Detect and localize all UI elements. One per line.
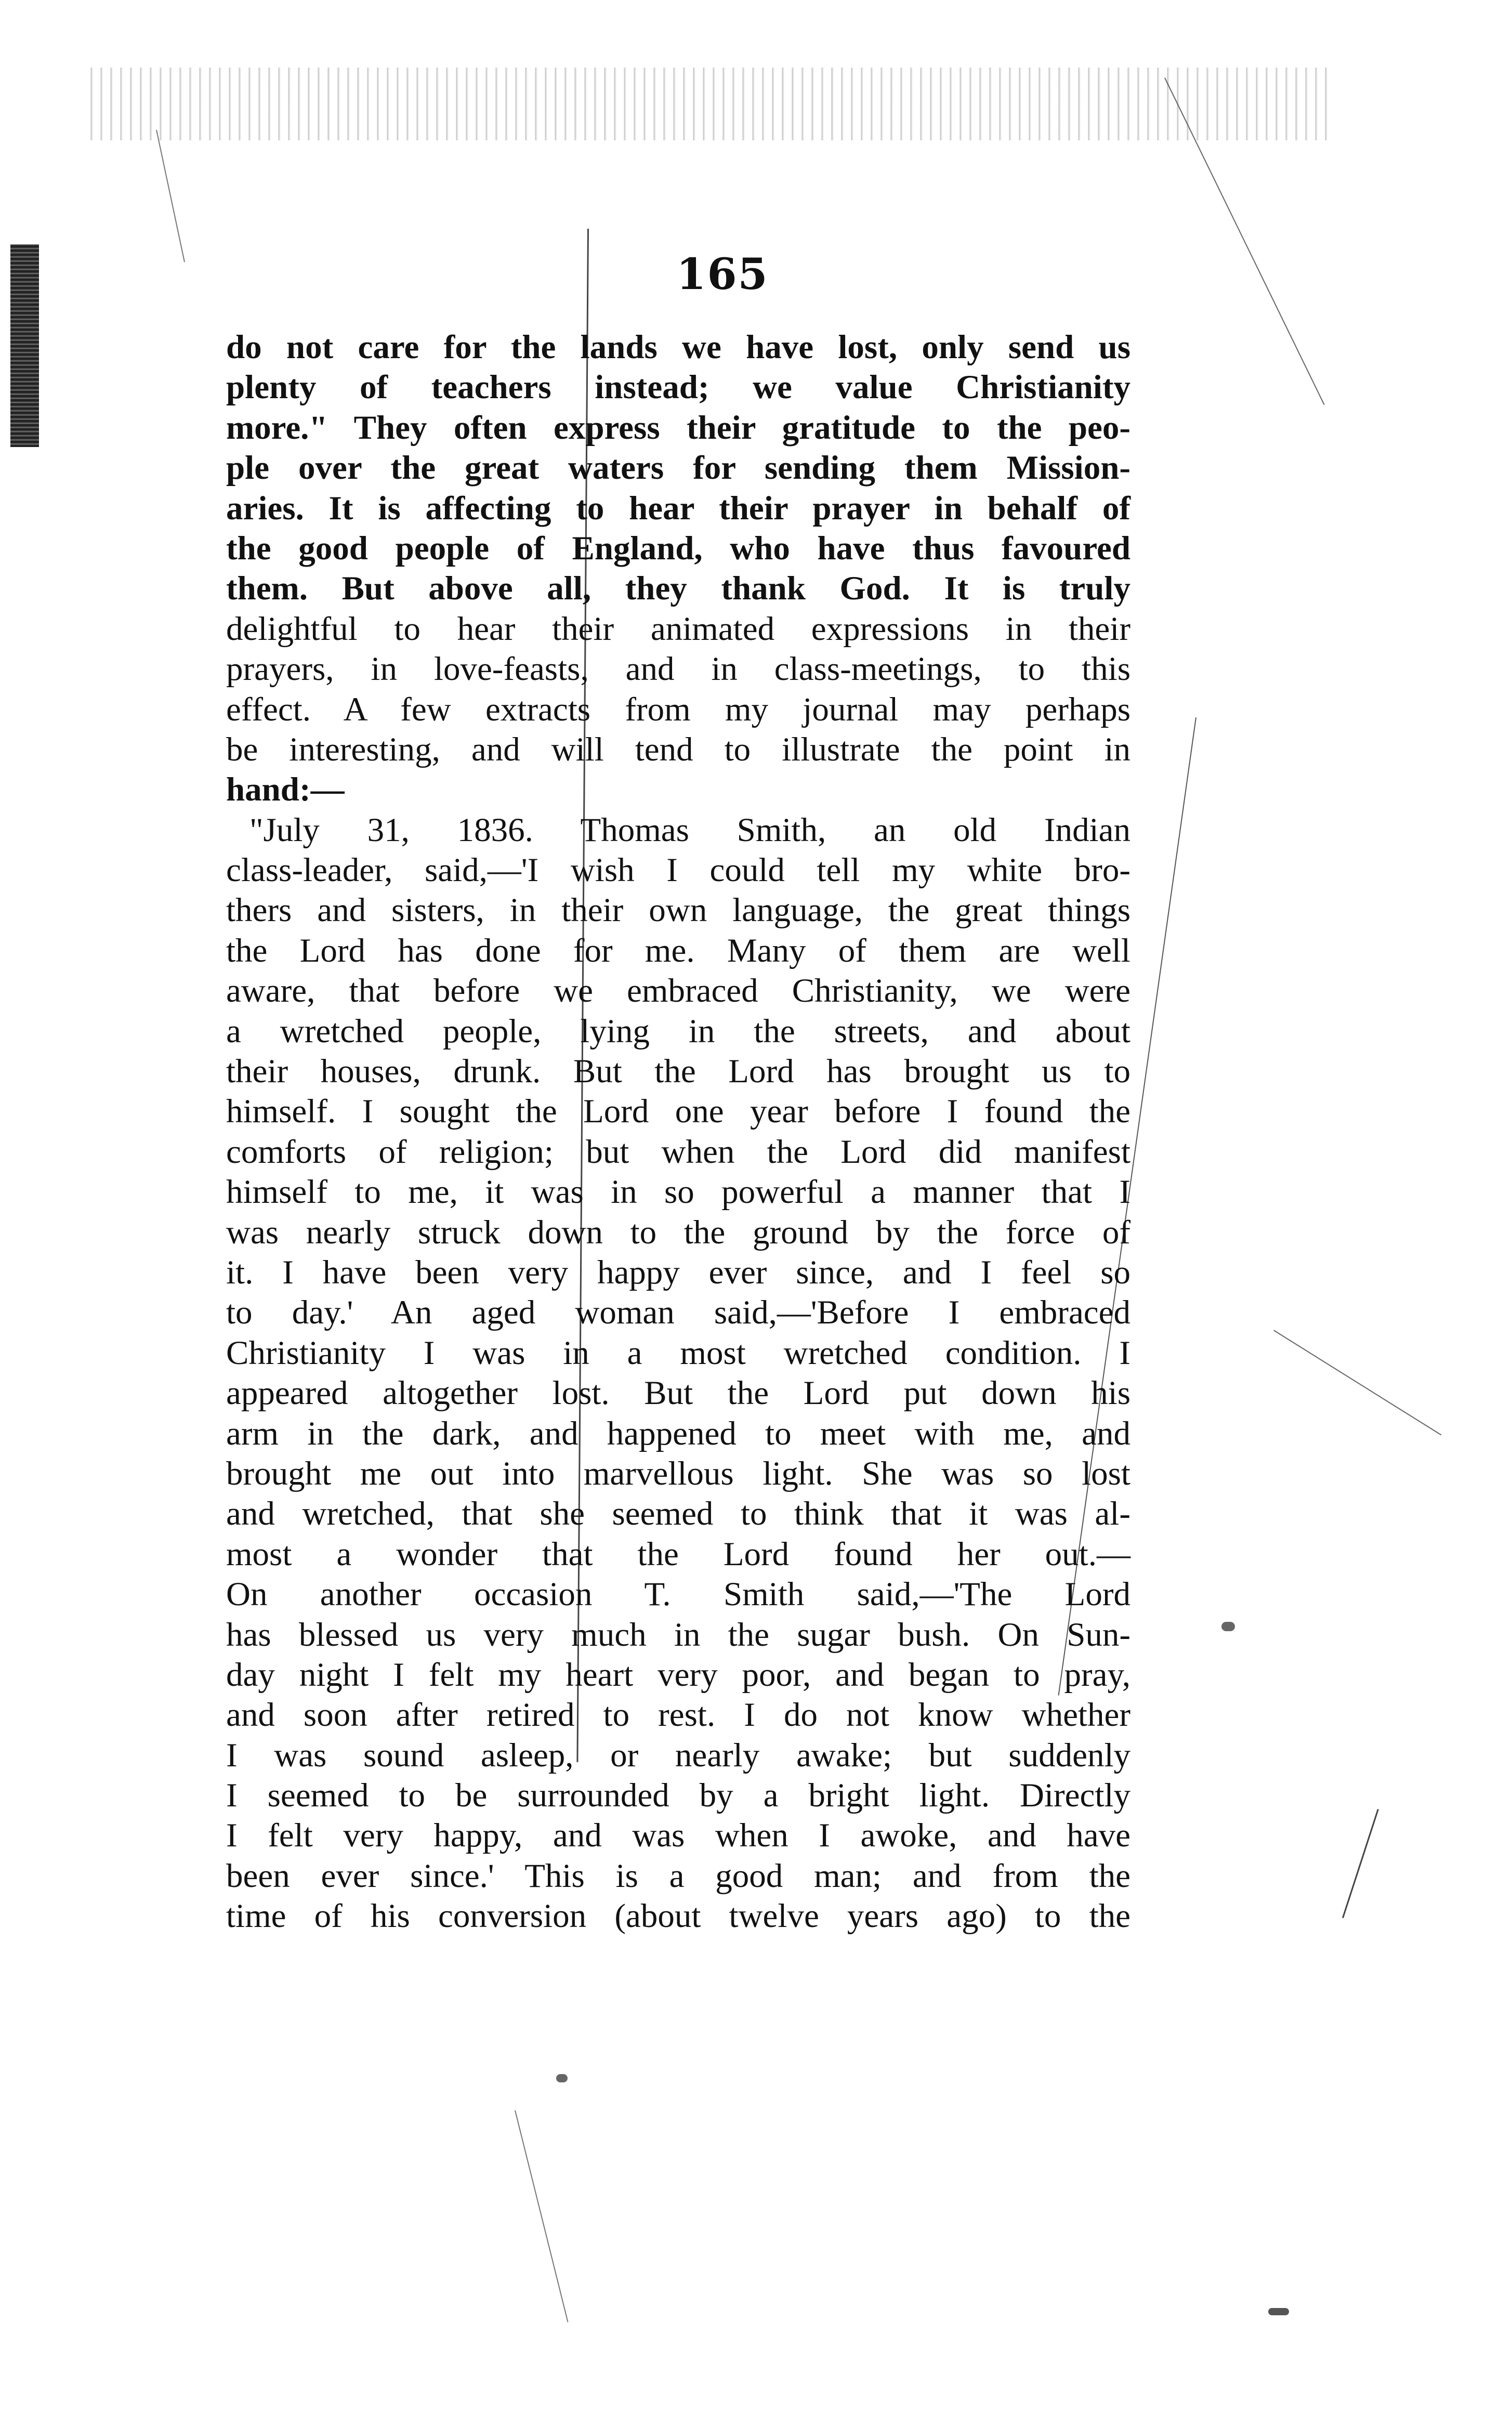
text-line: himself. I sought the Lord one year before I found the: [226, 1093, 1130, 1131]
text-line: has blessed us very much in the sugar bush. On Sun-: [226, 1616, 1130, 1654]
text-line: the Lord has done for me. Many of them are well: [226, 932, 1130, 969]
text-line: On another occasion T. Smith said,—'The Lord: [226, 1576, 1130, 1614]
text-line: been ever since.' This is a good man; and from the: [226, 1857, 1130, 1895]
text-line: and soon after retired to rest. I do not know whether: [226, 1696, 1130, 1734]
scan-edge-strip: [10, 244, 39, 447]
text-line: brought me out into marvellous light. She was so lost: [226, 1454, 1130, 1492]
text-line: appeared altogether lost. But the Lord put down his: [226, 1374, 1130, 1412]
text-line: Christianity I was in a most wretched condition. I: [226, 1334, 1130, 1372]
text-line: himself to me, it was in so powerful a manner that I: [226, 1173, 1130, 1211]
text-line: I was sound asleep, or nearly awake; but suddenly: [226, 1736, 1130, 1774]
text-line: and wretched, that she seemed to think that it was al-: [226, 1495, 1130, 1533]
text-line: ple over the great waters for sending them Mission-: [226, 449, 1130, 487]
text-line: more." They often express their gratitude to the peo-: [226, 409, 1130, 447]
scan-scratch-line: [1342, 1809, 1379, 1918]
text-line: it. I have been very happy ever since, and I feel so: [226, 1253, 1130, 1291]
text-line: prayers, in love-feasts, and in class-meetings, to this: [226, 650, 1130, 688]
scan-scratch-line: [1273, 1330, 1441, 1435]
text-line: aware, that before we embraced Christianity, we were: [226, 972, 1130, 1010]
text-line: them. But above all, they thank God. It is truly: [226, 570, 1130, 608]
text-line: thers and sisters, in their own language, the great things: [226, 891, 1130, 929]
text-line: time of his conversion (about twelve years ago) to the: [226, 1897, 1130, 1935]
scan-scratch-line: [515, 2110, 569, 2323]
text-line: delightful to hear their animated expressions in their: [226, 610, 1130, 648]
text-line: "July 31, 1836. Thomas Smith, an old Indian: [249, 811, 1130, 849]
scan-noise-band: [83, 68, 1331, 140]
text-line: arm in the dark, and happened to meet with me, and: [226, 1414, 1130, 1452]
text-line: I felt very happy, and was when I awoke, and have: [226, 1817, 1130, 1855]
text-line: to day.' An aged woman said,—'Before I embraced: [226, 1294, 1130, 1332]
text-line: a wretched people, lying in the streets, and about: [226, 1012, 1130, 1050]
text-line: most a wonder that the Lord found her out.—: [226, 1535, 1130, 1573]
text-line: effect. A few extracts from my journal may perhaps: [226, 690, 1130, 728]
text-line: class-leader, said,—'I wish I could tell my white bro-: [226, 851, 1130, 889]
text-line: their houses, drunk. But the Lord has brought us to: [226, 1053, 1130, 1091]
body-text: [226, 327, 1130, 1937]
text-line: day night I felt my heart very poor, and began to pray,: [226, 1656, 1130, 1694]
scan-scratch-line: [156, 130, 185, 263]
text-line: the good people of England, who have thus favoured: [226, 529, 1130, 567]
scan-speck: [1268, 2308, 1289, 2315]
scan-speck: [556, 2074, 568, 2082]
text-line: comforts of religion; but when the Lord did manifest: [226, 1133, 1130, 1171]
text-line: hand:—: [226, 771, 345, 809]
scan-speck: [1221, 1622, 1235, 1631]
text-line: do not care for the lands we have lost, only send us: [226, 329, 1130, 366]
text-line: plenty of teachers instead; we value Christianity: [226, 369, 1130, 406]
page-number: 165: [676, 250, 769, 299]
text-line: aries. It is affecting to hear their prayer in behalf of: [226, 489, 1130, 527]
text-line: I seemed to be surrounded by a bright light. Directly: [226, 1777, 1130, 1815]
text-line: was nearly struck down to the ground by the force of: [226, 1213, 1130, 1251]
text-line: be interesting, and will tend to illustrate the point in: [226, 730, 1130, 768]
